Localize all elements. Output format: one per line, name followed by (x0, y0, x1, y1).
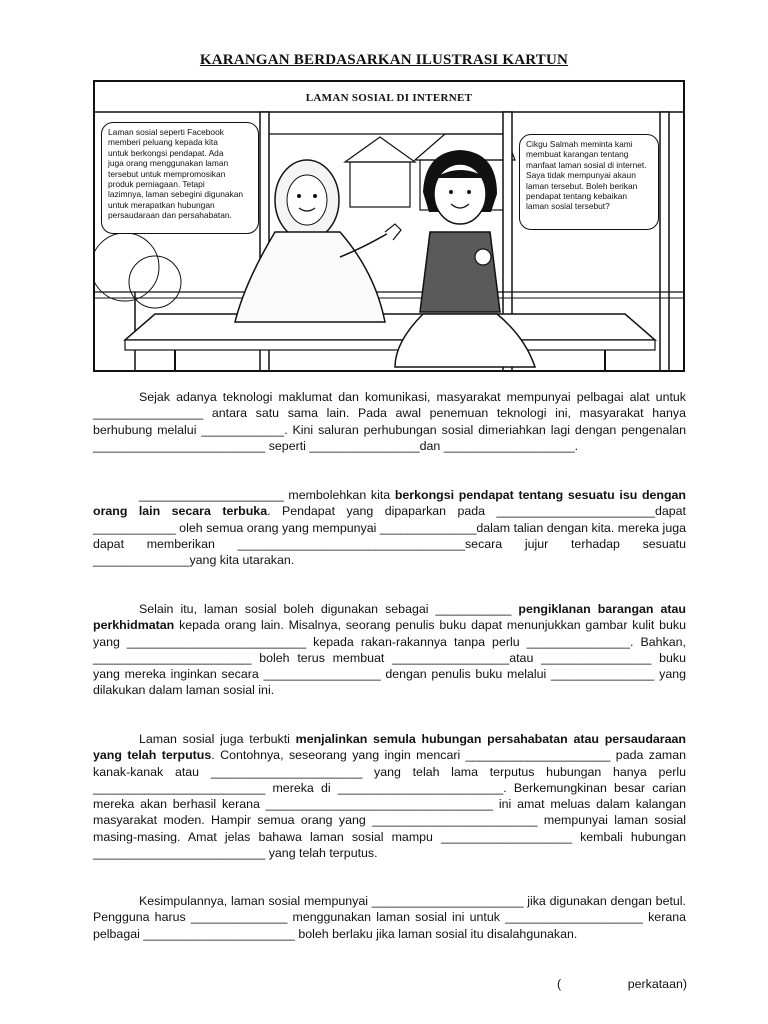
speech-bubble-left: Laman sosial seperti Facebook memberi peluang kepada kita untuk berkongsi pendapat. Ada juga orang menggunakan laman tersebut untuk mempromosikan produk perniagaan. Tetapi lazimnya, laman sebegini digunakan untuk merapatkan hubungan persaudaraan dan persahabatan. (101, 122, 259, 234)
paragraph-conclusion (93, 893, 686, 942)
word-count-footer (557, 977, 687, 991)
paragraph-bold-point: menjalinkan semula hubungan persahabatan atau persaudaraan yang telah terputus (93, 732, 686, 763)
illustration-title: LAMAN SOSIAL DI INTERNET (305, 92, 473, 104)
page-title: KARANGAN BERDASARKAN ILUSTRASI KARTUN (199, 52, 569, 68)
paragraph-text: Kesimpulannya, laman sosial mempunyai ______________________ jika digunakan dengan betul. Pengguna harus ______________ menggunakan laman sosial ini untuk ____________________ kerana pelbagai ______________________ boleh berlaku jika laman sosial itu disalahgunakan. (93, 894, 686, 941)
paragraph-intro (93, 389, 686, 454)
paragraph-advertising (93, 601, 686, 699)
paragraph-text: kepada orang lain. Misalnya, seorang penulis buku dapat menunjukkan gambar kulit buku yang __________________________ kepada rakan-rakannya tanpa perlu _______________. Bahkan, _______________________ boleh terus membuat _________________atau ________________ buku yang mereka inginkan secara _________________ dengan penulis buku melalui _______________ yang dilakukan dalam laman sosial ini. (93, 618, 686, 698)
paragraph-text: Laman sosial juga terbukti (139, 732, 296, 746)
speech-bubble-right: Cikgu Salmah meminta kami membuat karangan tentang manfaat laman sosial di internet. Saya tidak mempunyai akaun laman tersebut. Boleh berikan pendapat tentang kebaikan laman sosial tersebut? (519, 134, 659, 230)
paragraph-text: Sejak adanya teknologi maklumat dan komunikasi, masyarakat mempunyai pelbagai alat untuk ________________ antara satu sama lain. Pada awal penemuan teknologi ini, masyarakat hanya berhubung melalui ____________. Kini saluran perhubungan sosial dimeriahkan lagi dengan pengenalan _________________________ seperti ________________dan ___________________. (93, 390, 686, 453)
word-count-label: perkataan) (627, 977, 687, 991)
paragraph-text: . Pendapat yang dipaparkan pada _______________________dapat ____________ oleh semua orang yang mempunyai ______________dalam talian dengan kita. mereka juga dapat memberikan _________________________________secara jujur terhadap sesuatu ______________yang kita utarakan. (93, 504, 686, 568)
paragraph-sharing-opinions (93, 487, 686, 568)
paragraph-text: . Contohnya, seseorang yang ingin mencari _____________________ pada zaman kanak-kanak atau ______________________ yang telah lama terputus hubungan hanya perlu _________________________ mereka di ________________________. Berkemungkinan besar carian mereka akan berhasil kerana _________________________________ ini amat meluas dalam kalangan masyarakat moden. Hampir semua orang yang ________________________ mempunyai laman sosial masing-masing. Amat jelas bahawa laman sosial mampu ___________________ kembali hubungan _________________________ yang telah terputus. (93, 748, 686, 861)
paragraph-bold-point: berkongsi pendapat tentang sesuatu isu dengan orang lain secara terbuka (93, 488, 687, 519)
paragraph-text: Selain itu, laman sosial boleh digunakan sebagai ___________ (139, 602, 519, 616)
cartoon-illustration (93, 80, 685, 372)
paragraph-relationships (93, 731, 686, 861)
word-count-open-paren: ( (557, 977, 562, 991)
paragraph-bold-point: pengiklanan barangan atau perkhidmatan (93, 602, 686, 633)
paragraph-text: _____________________ membolehkan kita (139, 488, 395, 502)
